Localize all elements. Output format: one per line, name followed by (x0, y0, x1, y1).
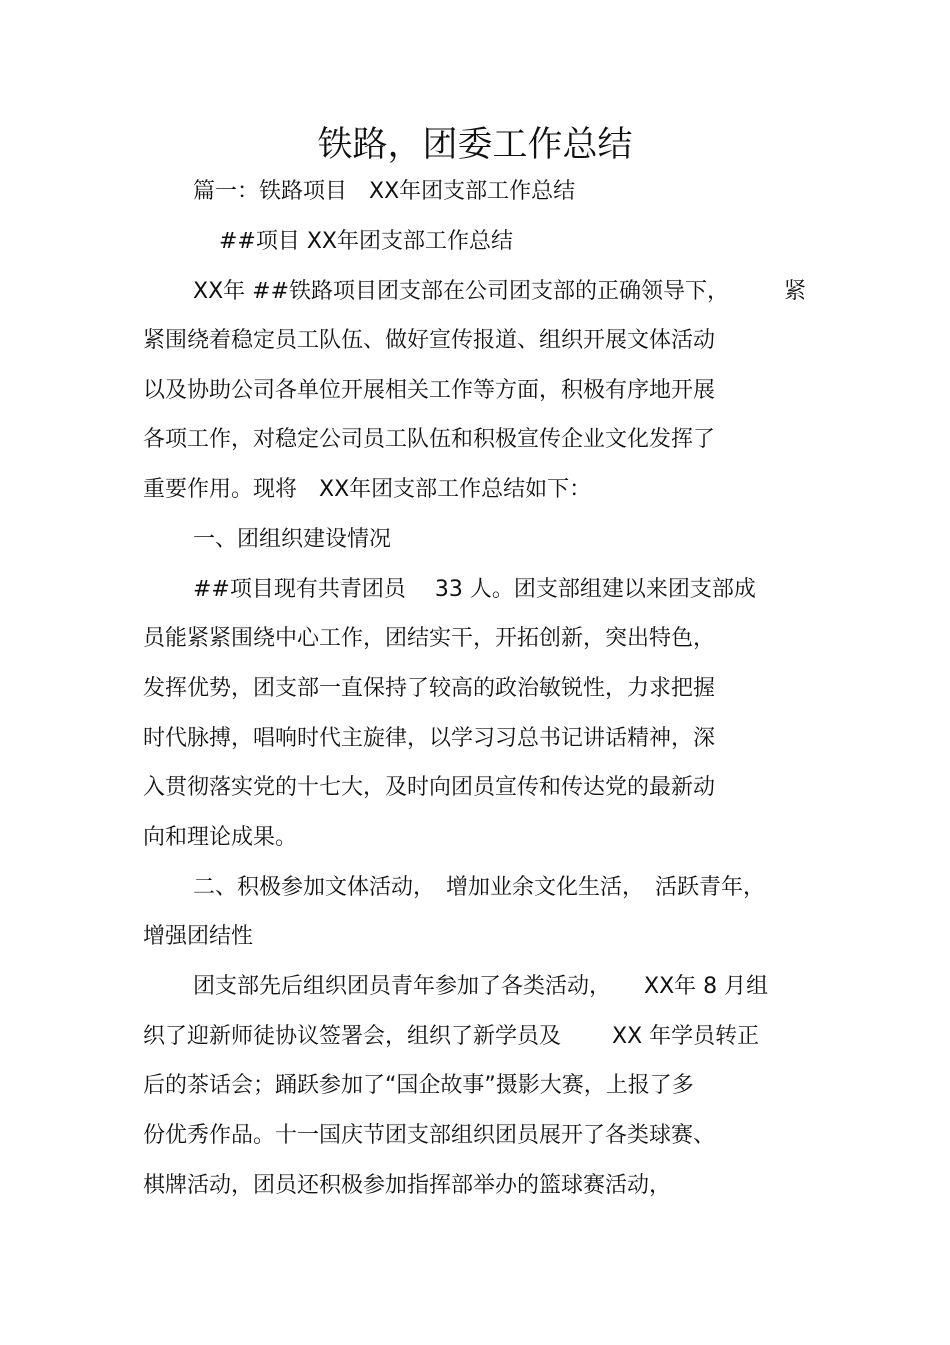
paragraph-line: 棋牌活动，团员还积极参加指挥部举办的篮球赛活动， (143, 1173, 672, 1198)
paragraph-line: 时代脉搏，唱响时代主旋律，以学习习总书记讲话精神，深 (143, 726, 716, 751)
paragraph-line: 各项工作，对稳定公司员工队伍和积极宣传企业文化发挥了 (143, 427, 716, 452)
paragraph-line: 员能紧紧围绕中心工作，团结实干，开拓创新，突出特色， (143, 626, 716, 651)
paragraph-line: XX年 ##铁路项目团支部在公司团支部的正确领导下， 紧 (193, 279, 807, 304)
document-title: 铁路，团委工作总结 (317, 125, 633, 165)
section-heading-2: 一、团组织建设情况 (193, 527, 392, 552)
paragraph-line: 后的茶话会；踊跃参加了“国企故事”摄影大赛，上报了多 (143, 1073, 694, 1098)
paragraph-line: ##项目现有共青团员 33 人。团支部组建以来团支部成 (193, 577, 756, 602)
paragraph-line: 份优秀作品。十一国庆节团支部组织团员展开了各类球赛、 (143, 1123, 716, 1148)
paragraph-line: 团支部先后组织团员青年参加了各类活动， XX年 8 月组 (193, 974, 769, 999)
paragraph-line: 紧围绕着稳定员工队伍、做好宣传报道、组织开展文体活动 (143, 328, 716, 353)
section-heading-1: 篇一：铁路项目 XX年团支部工作总结 (193, 179, 576, 204)
section-heading-3-cont: 增强团结性 (143, 924, 254, 949)
paragraph-line: 向和理论成果。 (143, 825, 298, 850)
section-heading-3: 二、积极参加文体活动， 增加业余文化生活， 活跃青年， (193, 875, 766, 900)
subheading: ##项目 XX年团支部工作总结 (219, 229, 514, 254)
paragraph-line: 重要作用。现将 XX年团支部工作总结如下： (143, 477, 592, 502)
paragraph-line: 以及协助公司各单位开展相关工作等方面，积极有序地开展 (143, 378, 716, 403)
paragraph-line: 织了迎新师徒协议签署会，组织了新学员及 XX 年学员转正 (143, 1024, 760, 1049)
paragraph-line: 入贯彻落实党的十七大，及时向团员宣传和传达党的最新动 (143, 775, 716, 800)
paragraph-line: 发挥优势，团支部一直保持了较高的政治敏锐性，力求把握 (143, 676, 716, 701)
